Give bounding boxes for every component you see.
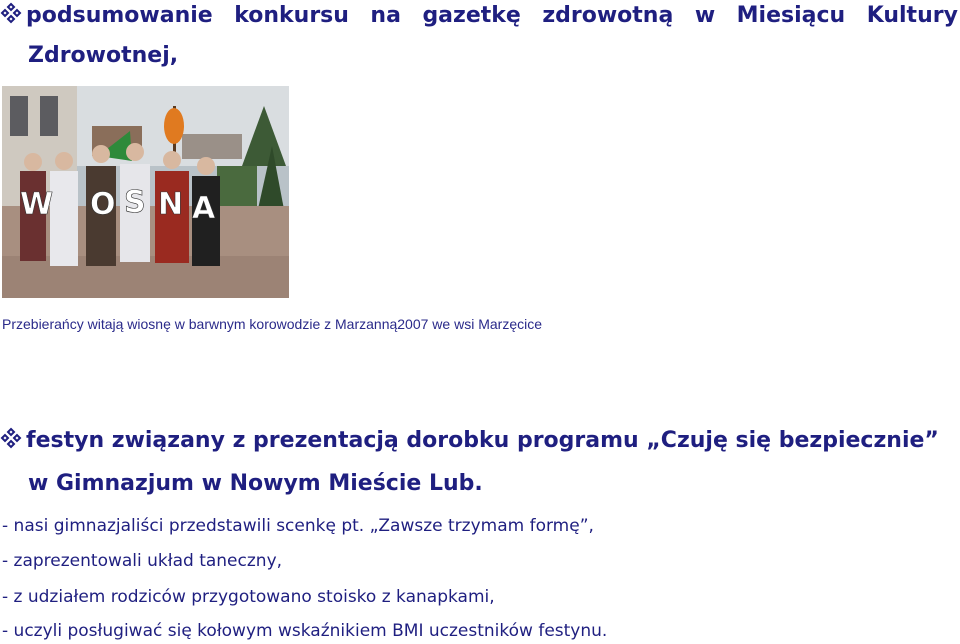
heading-word: konkursu	[234, 3, 349, 28]
photo-spring-procession	[2, 86, 289, 298]
heading-word: na	[370, 3, 401, 28]
section2-heading-line1: festyn związany z prezentacją dorobku programu „Czuję się bezpiecznie”	[26, 428, 939, 453]
section1-heading-line1	[26, 3, 958, 28]
list-item: - z udziałem rodziców przygotowano stoisko z kanapkami,	[2, 587, 495, 607]
photo-letter: S	[124, 185, 146, 220]
section2-heading	[0, 425, 939, 453]
list-item: - nasi gimnazjaliści przedstawili scenkę pt. „Zawsze trzymam formę”,	[2, 516, 594, 536]
heading-word: w	[694, 3, 716, 28]
photo-letter: O	[90, 187, 116, 222]
heading-word: podsumowanie	[26, 3, 213, 28]
section1-heading	[0, 0, 958, 28]
section2-heading-line2: w Gimnazjum w Nowym Mieście Lub.	[28, 471, 483, 496]
heading-word: gazetkę	[422, 3, 521, 28]
heading-word: zdrowotną	[542, 3, 674, 28]
photo-letter: A	[192, 191, 216, 226]
section1-heading-line2: Zdrowotnej,	[28, 43, 179, 68]
list-item: - zaprezentowali układ taneczny,	[2, 551, 283, 571]
photo-caption: Przebierańcy witają wiosnę w barwnym korowodzie z Marzanną2007 we wsi Marzęcice	[2, 316, 542, 332]
diamond-bullet-icon	[0, 427, 22, 449]
photo-letter: N	[158, 187, 184, 222]
photo-letter: W	[20, 187, 54, 222]
photo-illustration	[2, 86, 289, 298]
heading-word: Kultury	[866, 3, 958, 28]
heading-word: Miesiącu	[736, 3, 846, 28]
diamond-bullet-icon	[0, 2, 22, 24]
list-item: - uczyli posługiwać się kołowym wskaźnikiem BMI uczestników festynu.	[2, 621, 608, 641]
